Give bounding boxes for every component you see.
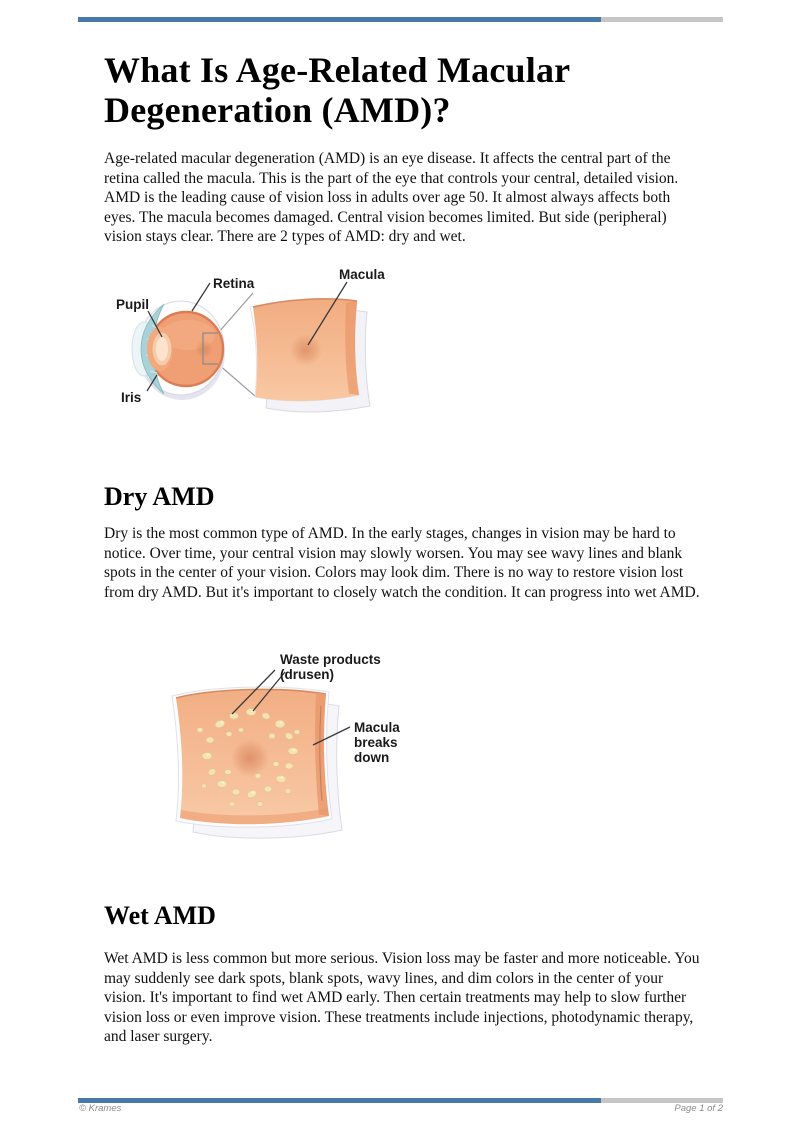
eyeball-cross-section	[132, 301, 225, 400]
macula-zoom-panel	[250, 299, 370, 412]
footer-copyright: © Krames	[79, 1103, 122, 1114]
header-bar-blue-segment	[78, 17, 601, 22]
wet-amd-heading: Wet AMD	[104, 901, 216, 930]
drusen-illustration	[162, 646, 410, 844]
wet-amd-paragraph: Wet AMD is less common but more serious. Vision loss may be faster and more noticeable. You may suddenly see dark spots, blank spots, wavy lines, and dim colors in the center of your vision. It's important to find wet AMD early. Then certain treatments may help to slow further vision loss or even improve vision. These treatments include injections, photodynamic therapy, and laser surgery.	[104, 950, 700, 1045]
dry-amd-heading: Dry AMD	[104, 482, 215, 511]
header-accent-bar	[78, 17, 723, 22]
figure-macula-drusen	[162, 646, 410, 844]
label-macula-breaks-3: down	[354, 750, 390, 765]
label-retina: Retina	[213, 276, 255, 291]
label-macula-breaks-2: breaks	[354, 735, 398, 750]
label-pupil: Pupil	[116, 297, 149, 312]
label-waste-products: Waste products	[280, 652, 381, 667]
label-macula: Macula	[339, 267, 385, 282]
label-iris: Iris	[121, 390, 142, 405]
page-title: What Is Age-Related Macular Degeneration (AMD)?	[104, 50, 570, 130]
intro-paragraph: Age-related macular degeneration (AMD) is an eye disease. It affects the central part of the retina called the macula. This is the part of the eye that controls your central, detailed vision. AMD is the leading cause of vision loss in adults over age 50. It almost always affects both eyes. The macula becomes damaged. Central vision becomes limited. But side (peripheral) vision stays clear. There are 2 types of AMD: dry and wet.	[104, 150, 679, 245]
label-drusen: (drusen)	[280, 667, 334, 682]
figure-eye-anatomy	[100, 263, 405, 433]
header-bar-gray-segment	[601, 17, 723, 22]
footer-page-number: Page 1 of 2	[674, 1103, 723, 1114]
eye-anatomy-illustration	[100, 263, 405, 433]
label-macula-breaks-1: Macula	[354, 720, 400, 735]
macula-spot	[231, 739, 269, 777]
dry-amd-paragraph: Dry is the most common type of AMD. In the early stages, changes in vision may be hard to notice. Over time, your central vision may slowly worsen. You may see wavy lines and blank spots in the center of your vision. Colors may look dim. There is no way to restore vision lost from dry AMD. But it's important to closely watch the condition. It can progress into wet AMD.	[104, 525, 700, 601]
